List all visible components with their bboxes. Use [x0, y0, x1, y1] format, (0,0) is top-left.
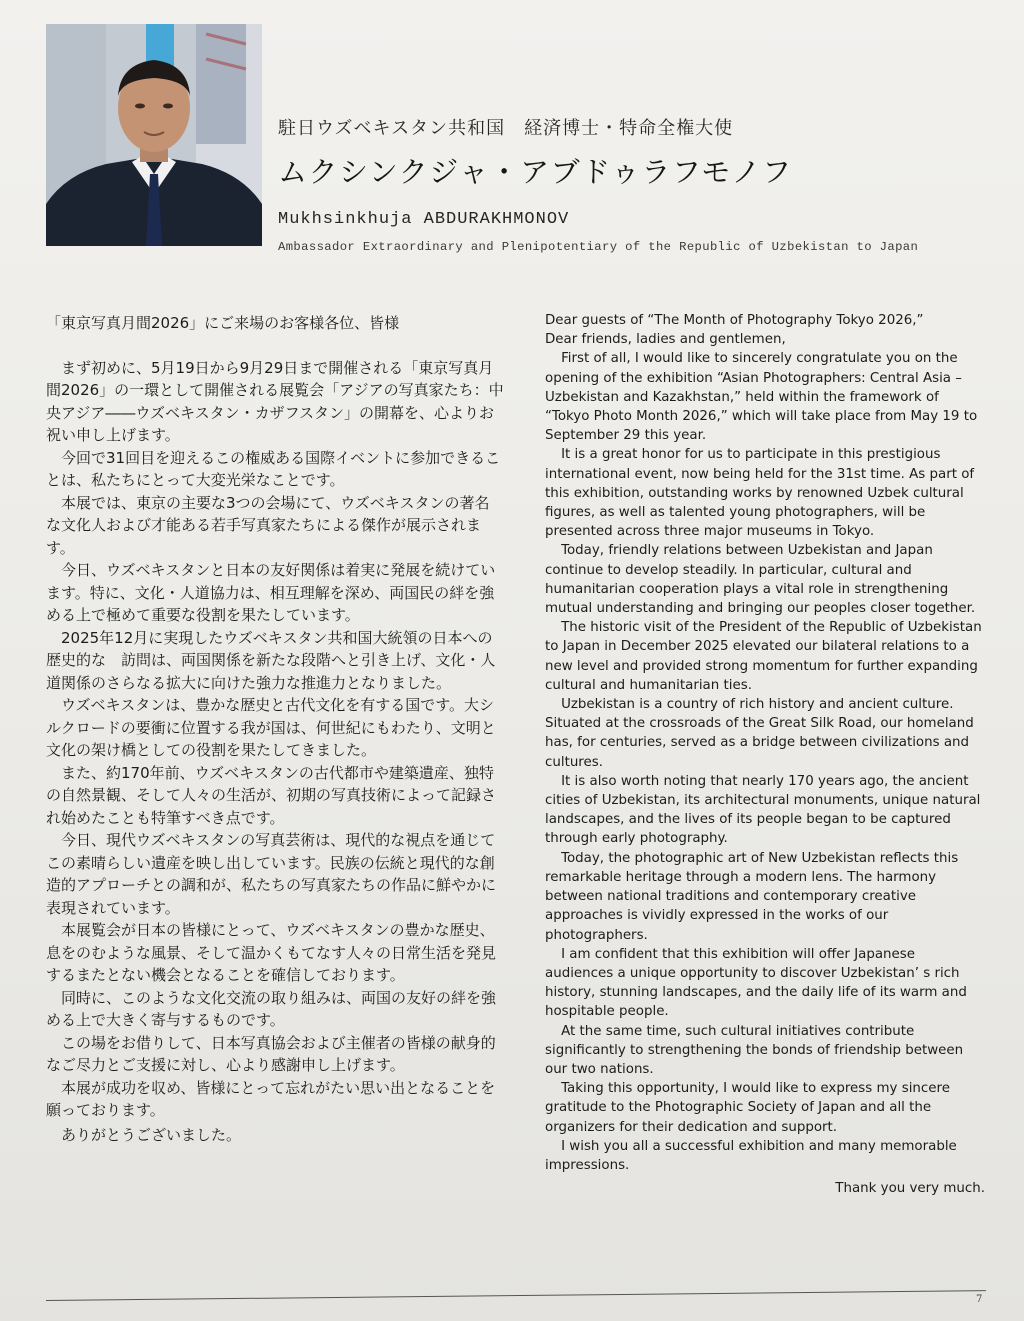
english-paragraph: Taking this opportunity, I would like to express my sincere gratitude to the Photographic Society of Japan and all the organizers for their dedication and support. [545, 1081, 950, 1135]
english-paragraph: It is a great honor for us to participate in this prestigious international event, now being held for the 31st time. As part of this exhibition, outstanding works by renowned Uzbek cultural figures, as well as talented young photographers, will be presented across three major museums in Tokyo. [545, 447, 975, 540]
english-paragraph: Today, friendly relations between Uzbekistan and Japan continue to develop steadily. In particular, cultural and humanitarian cooperation plays a vital role in strengthening mutual understanding and bringing our peoples closer together. [545, 543, 976, 617]
english-salutation: Dear guests of “The Month of Photography Tokyo 2026,” [545, 313, 924, 328]
japanese-closing: ありがとうございました。 [61, 1125, 242, 1144]
japanese-paragraph: 2025年12月に実現したウズベキスタン共和国大統領の日本への歴史的な 訪問は、両国関係を新たな段階へと引き上げ、文化・人道関係のさらなる拡大に向けた強力な推進力となりました。 [46, 628, 496, 692]
japanese-paragraph: 同時に、このような文化交流の取り組みは、両国の友好の絆を強める上で大きく寄与するものです。 [46, 988, 497, 1029]
english-paragraph: It is also worth noting that nearly 170 years ago, the ancient cities of Uzbekistan, its architectural monuments, unique natural landscapes, and the lives of its people began to be captured through early photography. [545, 773, 981, 847]
english-paragraph: I am confident that this exhibition will offer Japanese audiences a unique opportunity to discover Uzbekistan’ s rich history, stunning landscapes, and the daily life of its warm and hospitable people. [545, 946, 967, 1020]
english-salutation: Dear friends, ladies and gentlemen, [545, 332, 786, 348]
page-number: 7 [976, 1294, 983, 1305]
ambassador-name-english: Mukhsinkhuja ABDURAKHMONOV [278, 210, 570, 229]
english-paragraph: The historic visit of the President of the Republic of Uzbekistan to Japan in December 2025 elevated our bilateral relations to a new level and provided strong momentum for further expanding cultural and humanitarian ties. [545, 620, 982, 693]
ambassador-title-japanese: 駐日ウズベキスタン共和国 経済博士・特命全権大使 [278, 118, 734, 139]
english-message-column [545, 311, 985, 1198]
footer-divider [46, 1290, 986, 1301]
japanese-paragraph: 本展覧会が日本の皆様にとって、ウズベキスタンの豊かな歴史、息をのむような風景、そして温かくもてなす人々の日常生活を発見するまたとない機会となることを確信しております。 [46, 921, 497, 984]
english-paragraph: Uzbekistan is a country of rich history and ancient culture. Situated at the crossroads of the Great Silk Road, our homeland has, for centuries, served as a bridge between civilizations and cultures. [545, 697, 974, 770]
japanese-paragraph: 今日、現代ウズベキスタンの写真芸術は、現代的な視点を通じてこの素晴らしい遺産を映し出しています。民族の伝統と現代的な創造的アプローチとの調和が、私たちの写真家たちの作品に鮮やかに表現されています。 [46, 831, 497, 917]
japanese-paragraph: 今日、ウズベキスタンと日本の友好関係は着実に発展を続けています。特に、文化・人道協力は、相互理解を深め、両国民の絆を強める上で極めて重要な役割を果たしています。 [46, 561, 496, 624]
english-paragraph: At the same time, such cultural initiatives contribute significantly to strengthening the bonds of friendship between our two nations. [545, 1023, 964, 1077]
japanese-paragraph: また、約170年前、ウズベキスタンの古代都市や建築遺産、独特の自然景観、そして人々の生活が、初期の写真技術によって記録され始めたことも特筆すべき点です。 [46, 763, 497, 827]
ambassador-title-english: Ambassador Extraordinary and Plenipotentiary of the Republic of Uzbekistan to Japan [278, 240, 919, 254]
japanese-message-column [46, 312, 504, 1146]
english-paragraph: I wish you all a successful exhibition and many memorable impressions. [545, 1138, 957, 1173]
english-closing: Thank you very much. [835, 1181, 985, 1197]
ambassador-portrait [46, 24, 262, 246]
japanese-paragraph: 今回で31回目を迎えるこの権威ある国際イベントに参加できることは、私たちにとって大変光栄なことです。 [46, 448, 501, 489]
english-paragraph: Today, the photographic art of New Uzbekistan reflects this remarkable heritage through a modern lens. The harmony between national traditions and contemporary creative approaches is vividly expressed in the works of our photographers. [545, 850, 959, 943]
ambassador-name-japanese: ムクシンクジャ・アブドゥラフモノフ [278, 155, 793, 189]
japanese-salutation: 「東京写真月間2026」にご来場のお客様各位、皆様 [46, 314, 400, 332]
japanese-paragraph: 本展では、東京の主要な3つの会場にて、ウズベキスタンの著名な文化人および才能ある若手写真家たちによる傑作が展示されます。 [46, 493, 490, 557]
english-paragraph: First of all, I would like to sincerely congratulate you on the opening of the exhibition “Asian Photographers: Central Asia – Uzbekistan and Kazakhstan,” held within the framework of “Tokyo Photo Month 2026,” which will take place from May 19 to September 29 this year. [545, 351, 978, 444]
japanese-paragraph: この場をお借りして、日本写真協会および主催者の皆様の献身的なご尽力とご支援に対し、心より感謝申し上げます。 [46, 1033, 496, 1074]
japanese-paragraph: まず初めに、5月19日から9月29日まで開催される「東京写真月間2026」の一環として開催される展覧会「アジアの写真家たち：中央アジア――ウズベキスタン・カザフスタン」の開幕を、心よりお祝い申し上げます。 [46, 358, 504, 444]
japanese-paragraph: 本展が成功を収め、皆様にとって忘れがたい思い出となることを願っております。 [46, 1078, 496, 1119]
japanese-paragraph: ウズベキスタンは、豊かな歴史と古代文化を有する国です。大シルクロードの要衝に位置する我が国は、何世紀にもわたり、文明と文化の架け橋としての役割を果たしてきました。 [46, 696, 496, 759]
